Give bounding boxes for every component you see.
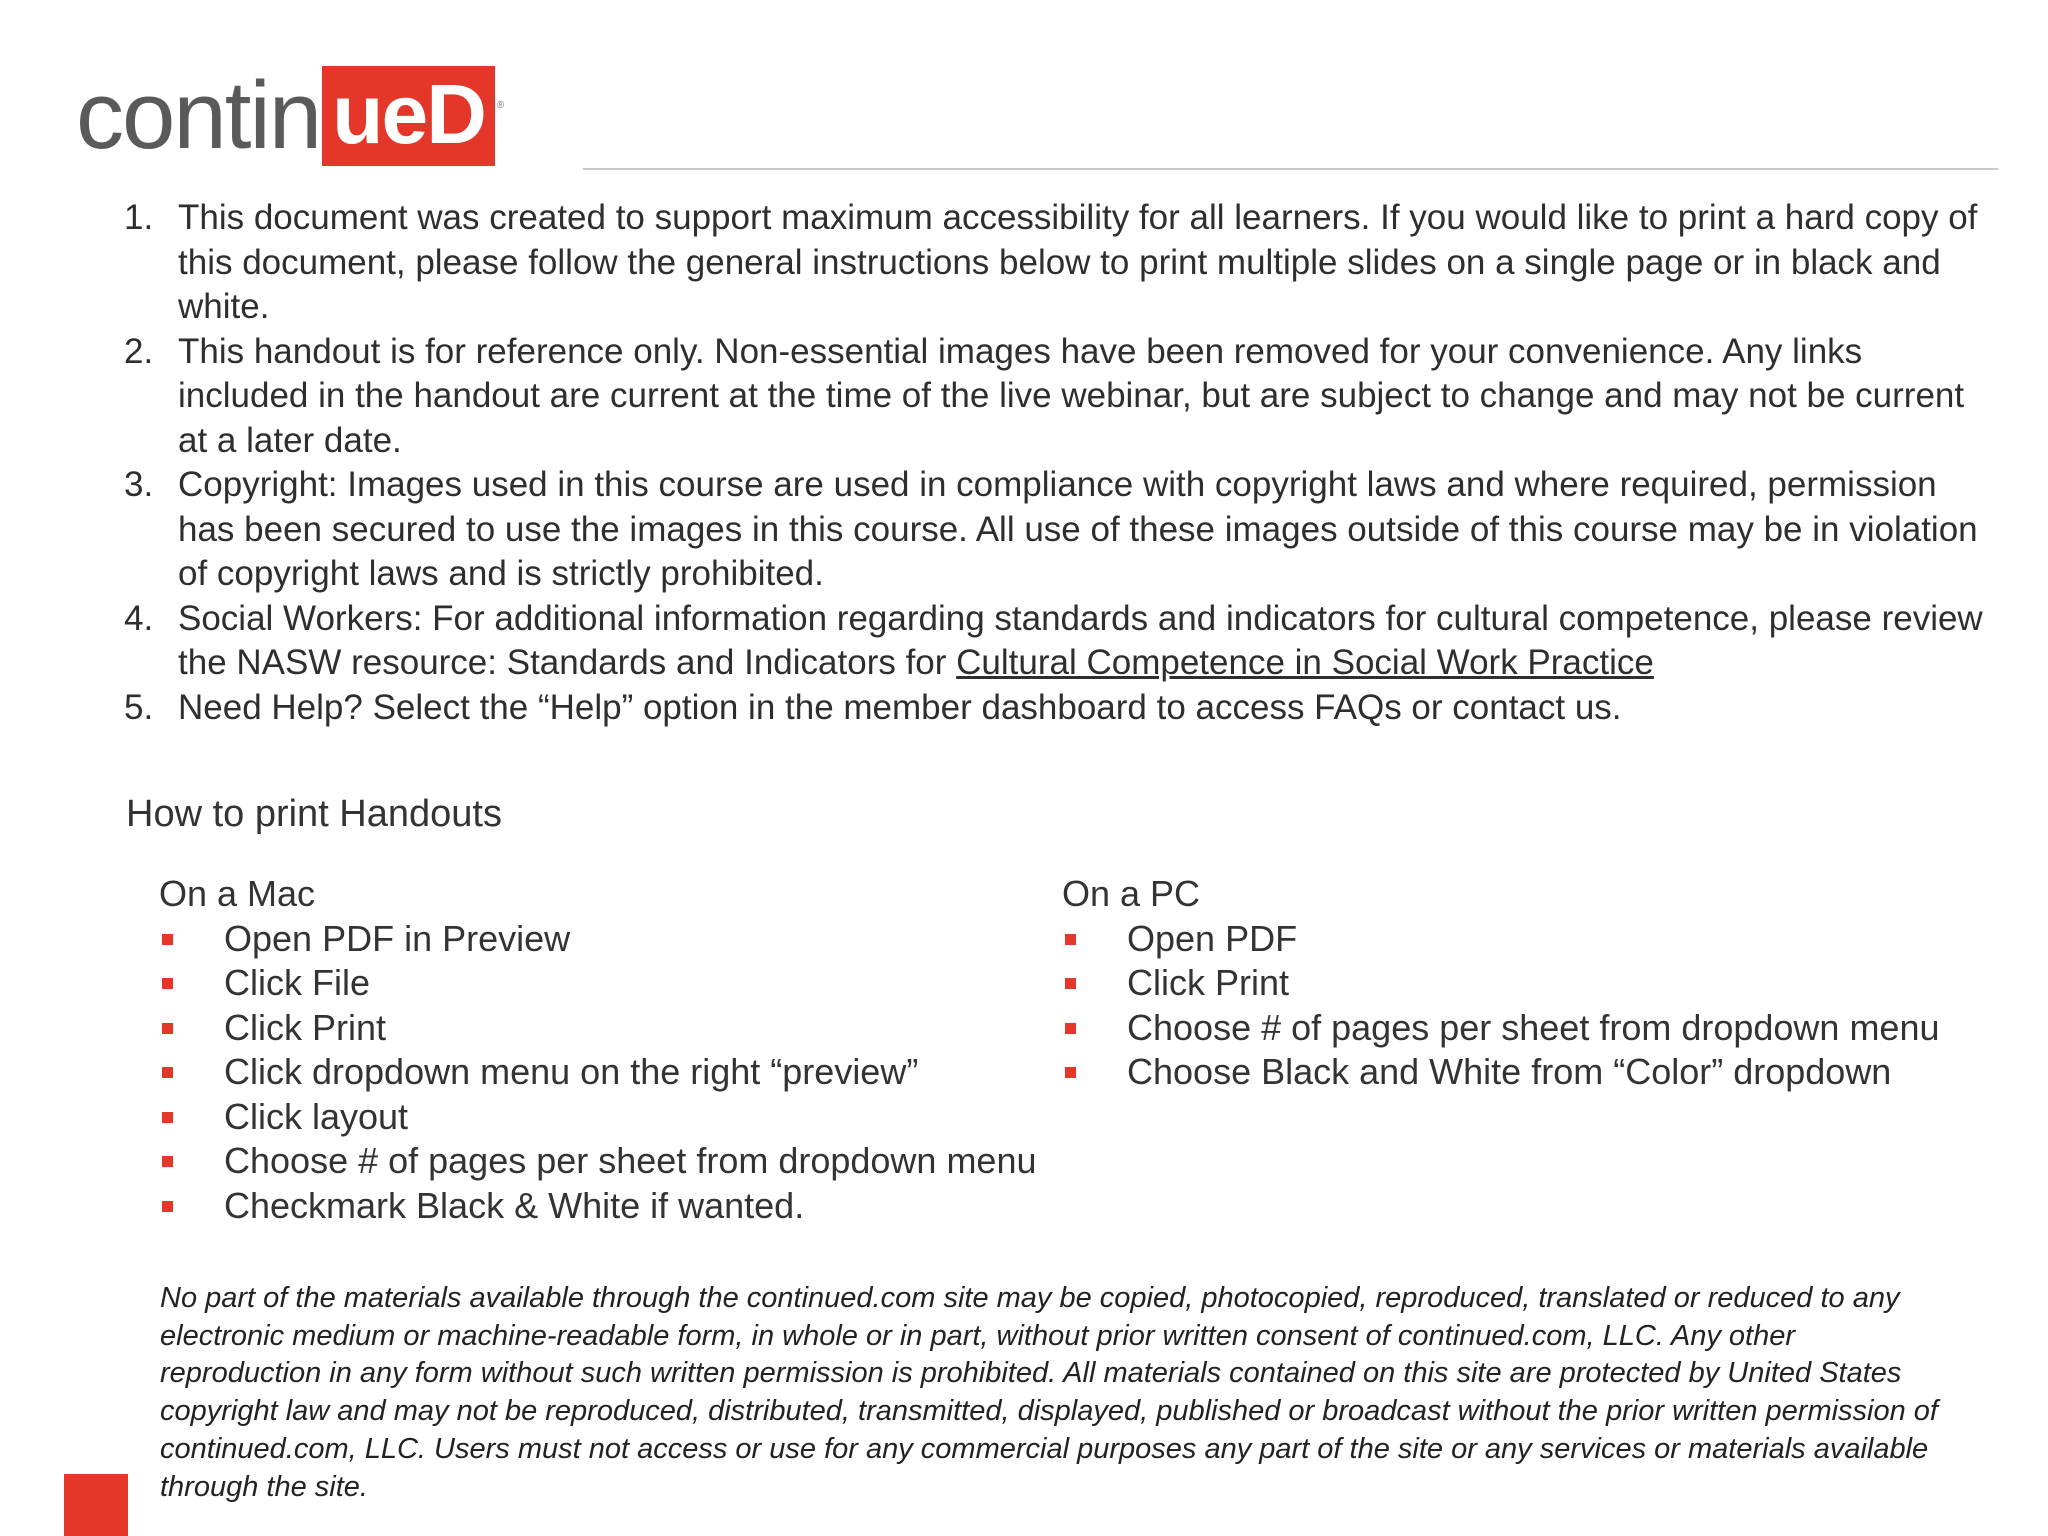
note-text: Copyright: Images used in this course are used in compliance with copyright laws and where required, permission has been secured to use the images in this course. All use of these images outside of this course may be in violation of copyright laws and is strictly prohibited. [178,465,1978,593]
list-item [159,1139,1059,1184]
logo-text: contin [76,62,321,169]
list-item [1062,1050,2022,1095]
bullet-icon [1065,1023,1076,1034]
list-item [1062,917,2022,962]
continued-logo [76,62,505,169]
note-text: Need Help? Select the “Help” option in the member dashboard to access FAQs or contact us. [178,687,1622,727]
logo-red-box: ueD [322,66,495,166]
header-rule [583,168,1998,170]
bullet-icon [1065,1067,1076,1078]
mac-instructions [159,872,1059,1228]
bullet-icon [162,1156,173,1167]
step-text: Click File [224,962,371,1003]
note-item [124,463,1984,597]
bullet-icon [162,1112,173,1123]
note-number: 5. [124,687,154,727]
note-text: This document was created to support maximum accessibility for all learners. If you would like to print a hard copy of this document, please follow the general instructions below to print multiple slides on a single page or in black and white. [178,198,1978,326]
step-text: Click Print [224,1006,387,1048]
step-text: Open PDF in Preview [224,917,571,959]
mac-title: On a Mac [159,873,316,914]
step-text: Checkmark Black & White if wanted. [224,1184,805,1226]
list-item [159,961,1059,1006]
step-text: Choose # of pages per sheet from dropdown menu [224,1140,1037,1181]
registered-mark: ® [496,100,505,111]
pc-title: On a PC [1062,873,1201,914]
bullet-icon [162,1023,173,1034]
list-item [159,1006,1059,1051]
step-text: Click dropdown menu on the right “preview” [224,1051,919,1092]
note-item [124,196,1984,330]
bullet-icon [1065,934,1076,945]
notes-list [124,196,1984,730]
pc-steps-list [1062,917,2022,1095]
bullet-icon [162,934,173,945]
pc-instructions [1062,872,2022,1095]
bullet-icon [162,1201,173,1212]
list-item [1062,961,2022,1006]
step-text: Choose Black and White from “Color” dropdown [1127,1051,1892,1092]
list-item [159,1184,1059,1229]
note-item [124,330,1984,464]
note-number: 3. [124,465,154,504]
list-item [159,1050,1059,1095]
list-item [1062,1006,2022,1051]
bullet-icon [1065,978,1076,989]
note-number: 4. [124,598,154,638]
nasw-standards-link[interactable]: Cultural Competence in Social Work Practice [956,643,1654,682]
note-text: Social Workers: For additional information regarding standards and indicators for cultural competence, please review the NASW resource: Standards and Indicators for [178,598,1983,682]
note-number: 2. [124,331,154,371]
mac-steps-list [159,917,1059,1229]
list-item [159,1095,1059,1140]
note-item [124,597,1984,686]
bullet-icon [162,978,173,989]
note-text: This handout is for reference only. Non-essential images have been removed for your convenience. Any links included in the handout are current at the time of the live webinar, but are subject to change and may not be current at a later date. [178,331,1965,460]
corner-accent-block [64,1474,128,1536]
step-text: Choose # of pages per sheet from dropdown menu [1127,1006,1940,1048]
print-handouts-title: How to print Handouts [126,793,502,835]
step-text: Open PDF [1127,917,1298,959]
step-text: Click layout [224,1095,409,1137]
note-item [124,686,1984,731]
step-text: Click Print [1127,962,1290,1003]
list-item [159,917,1059,962]
copyright-disclaimer: No part of the materials available through the continued.com site may be copied, photocopied, reproduced, translated or reduced to any electronic medium or machine-readable form, in whole or in part, without prior written consent of continued.com, LLC. Any other reproduction in any form without such written permission is prohibited. All materials contained on this site are protected by United States copyright law and may not be reproduced, distributed, transmitted, displayed, published or broadcast without the prior written permission of continued.com, LLC. Users must not access or use for any commercial purposes any part of the site or any services or materials available through the site. [160,1282,1938,1503]
note-number: 1. [124,198,154,237]
bullet-icon [162,1067,173,1078]
